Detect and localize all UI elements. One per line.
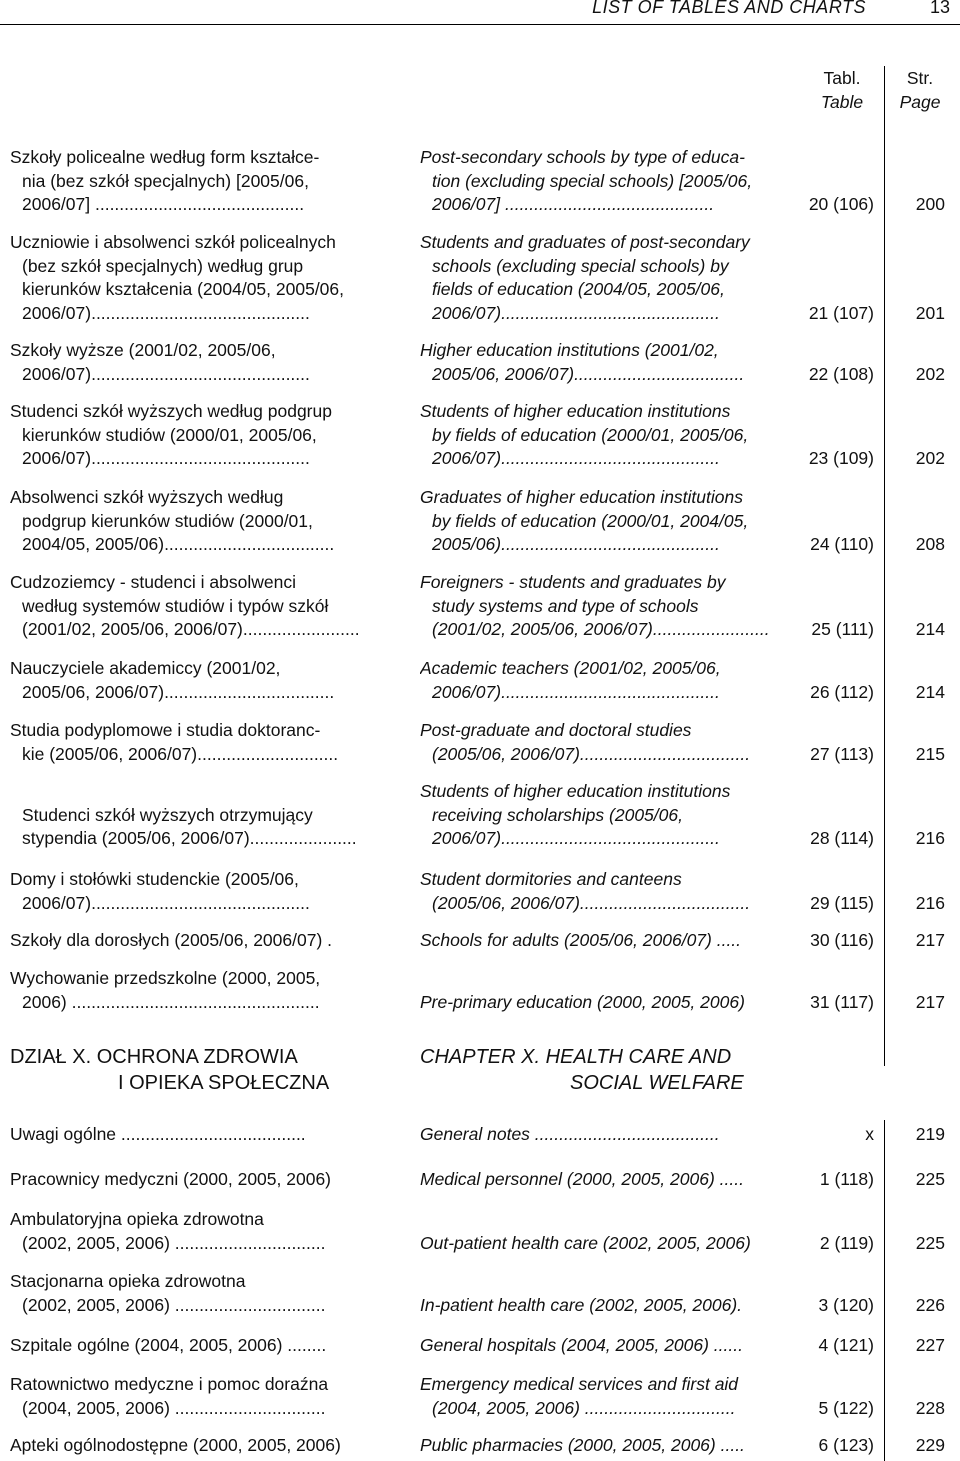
entry-title-en — [420, 868, 798, 915]
entry-title-pl-line: Nauczyciele akademiccy (2001/02, — [10, 658, 281, 678]
column-head-page-en: Page — [899, 92, 941, 112]
entry-title-en-line: Foreigners - students and graduates by — [420, 572, 726, 592]
entry-table-number: 31 (117) — [810, 991, 874, 1012]
chapter-heading-pl — [10, 1044, 400, 1096]
entry-table-number: 4 (121) — [818, 1335, 874, 1355]
entry-title-pl-line: nia (bez szkół specjalnych) [2005/06, — [22, 170, 309, 191]
entry-title-en-line: (2005/06, 2006/07)................................... — [432, 892, 751, 913]
entry-title-en — [420, 1123, 798, 1147]
entry-title-pl — [10, 571, 390, 642]
entry-title-en — [420, 1208, 798, 1255]
entry-title-en-line: schools (excluding special schools) by — [432, 255, 729, 276]
entry-page-number: 214 — [915, 681, 945, 702]
entry-title-pl-line: 2006/07)............................................. — [22, 302, 310, 323]
entry-title-en — [420, 1270, 798, 1317]
entry-title-pl-line: (2001/02, 2005/06, 2006/07)........................ — [22, 619, 360, 639]
chapter-heading-en-line: CHAPTER X. HEALTH CARE AND — [420, 1046, 732, 1068]
entry-title-en-line: Graduates of higher education institutions — [420, 487, 743, 507]
entry-title-pl — [10, 339, 390, 386]
entry-table-number: 29 (115) — [810, 892, 874, 913]
entry-title-pl-line: Ratownictwo medyczne i pomoc doraźna — [10, 1374, 329, 1394]
entry-title-en-line: receiving scholarships (2005/06, — [432, 804, 683, 825]
entry-title-pl-line: Apteki ogólnodostępne (2000, 2005, 2006) — [10, 1435, 341, 1455]
entry-title-en-line: by fields of education (2000/01, 2005/06, — [432, 424, 749, 445]
entry-title-pl-line: Uwagi ogólne ...................................... — [10, 1124, 306, 1144]
entry-title-en-line: Out-patient health care (2002, 2005, 2006) — [420, 1232, 751, 1253]
column-head-page — [886, 66, 954, 114]
entry-title-pl-line: 2006/07)............................................. — [22, 892, 310, 913]
entry-title-en — [420, 719, 798, 766]
entry-page-number: 216 — [915, 892, 945, 913]
entry-title-en-line: 2005/06, 2006/07)................................... — [432, 363, 745, 384]
entry-table-number: 23 (109) — [808, 448, 874, 468]
entry-title-en-line: Students of higher education institutions — [420, 401, 731, 421]
entry-title-pl-line: Szkoły policealne według form kształce- — [10, 147, 320, 167]
entry-table-number: x — [865, 1124, 874, 1144]
entry-table-number: 24 (110) — [810, 534, 874, 554]
entry-title-pl-line: według systemów studiów i typów szkół — [22, 595, 329, 616]
entry-title-en-line: In-patient health care (2002, 2005, 2006). — [420, 1294, 743, 1315]
entry-table-number: 1 (118) — [819, 1169, 874, 1189]
entry-title-pl-line: Domy i stołówki studenckie (2005/06, — [10, 869, 299, 889]
chapter-heading-pl-line: DZIAŁ X. OCHRONA ZDROWIA — [10, 1046, 298, 1068]
entry-title-pl-line: 2006/07)............................................. — [22, 363, 310, 384]
entry-title-pl-line: stypendia (2005/06, 2006/07)...................... — [22, 828, 357, 848]
entry-title-pl-line: 2004/05, 2005/06)................................... — [22, 534, 335, 554]
entry-table-number: 2 (119) — [819, 1232, 874, 1253]
entry-title-en-line: Students of higher education institutions — [420, 781, 731, 801]
entry-table-number: 3 (120) — [818, 1294, 874, 1315]
entry-page-number: 227 — [915, 1335, 945, 1355]
entry-title-en — [420, 1373, 798, 1420]
header-title: LIST OF TABLES AND CHARTS — [592, 0, 866, 17]
entry-title-en-line — [420, 1270, 798, 1294]
entry-table-number: 25 (111) — [811, 619, 874, 639]
entry-title-en-line: 2006/07)............................................. — [432, 681, 720, 702]
entry-title-en-line: 2005/06)............................................. — [432, 534, 720, 554]
entry-title-en — [420, 1168, 798, 1192]
entry-title-en — [420, 571, 798, 642]
entry-title-en-line: Medical personnel (2000, 2005, 2006) ..... — [420, 1169, 744, 1189]
entry-title-pl-line: podgrup kierunków studiów (2000/01, — [22, 510, 313, 531]
column-divider — [884, 66, 885, 1066]
entry-table-number: 27 (113) — [810, 743, 874, 764]
entry-title-en-line: Academic teachers (2001/02, 2005/06, — [420, 658, 721, 678]
entry-table-number: 30 (116) — [810, 930, 874, 950]
entry-title-en-line: by fields of education (2000/01, 2004/05, — [432, 510, 749, 531]
entry-title-en-line: 2006/07)............................................. — [432, 448, 720, 468]
entry-title-pl-line: Szpitale ogólne (2004, 2005, 2006) ........ — [10, 1335, 327, 1355]
chapter-heading-en-line: SOCIAL WELFARE — [570, 1072, 744, 1094]
entry-title-pl-line: Cudzoziemcy - studenci i absolwenci — [10, 572, 296, 592]
entry-title-en-line: (2004, 2005, 2006) ............................... — [432, 1397, 736, 1418]
entry-title-en — [420, 1334, 798, 1358]
entry-title-pl-line: kierunków studiów (2000/01, 2005/06, — [22, 424, 317, 445]
entry-title-pl — [10, 1270, 390, 1317]
header-rule — [0, 24, 960, 25]
entry-title-en-line: Students and graduates of post-secondary — [420, 232, 750, 252]
entry-page-number: 225 — [915, 1232, 945, 1253]
entry-title-pl-line: kie (2005/06, 2006/07)............................. — [22, 743, 339, 764]
entry-title-en-line: Higher education institutions (2001/02, — [420, 340, 719, 360]
entry-title-en-line: Public pharmacies (2000, 2005, 2006) ..... — [420, 1435, 745, 1455]
column-head-table — [808, 66, 876, 114]
entry-title-pl — [10, 719, 390, 766]
entry-title-pl — [10, 1168, 390, 1192]
entry-page-number: 228 — [915, 1397, 945, 1418]
entry-title-pl — [10, 780, 390, 851]
chapter-heading-pl-line: I OPIEKA SPOŁECZNA — [118, 1072, 330, 1094]
entry-title-en-line: General hospitals (2004, 2005, 2006) ...... — [420, 1335, 743, 1355]
entry-title-pl-line: Uczniowie i absolwenci szkół policealnych — [10, 232, 336, 252]
entry-title-en-line: Schools for adults (2005/06, 2006/07) ..... — [420, 930, 742, 950]
entry-title-pl — [10, 231, 390, 325]
entry-title-en — [420, 146, 798, 217]
entry-title-pl — [10, 929, 390, 953]
entry-title-pl-line: Studenci szkół wyższych otrzymujący — [22, 804, 313, 825]
entry-page-number: 208 — [915, 534, 945, 554]
entry-page-number: 226 — [915, 1294, 945, 1315]
entry-title-en-line: study systems and type of schools — [432, 595, 699, 616]
entry-table-number: 21 (107) — [808, 302, 874, 323]
entry-title-en-line: 2006/07)............................................. — [432, 302, 720, 323]
entry-title-pl-line — [10, 780, 390, 804]
entry-page-number: 201 — [915, 302, 945, 323]
entry-title-pl-line: Studenci szkół wyższych według podgrup — [10, 401, 332, 421]
entry-page-number: 202 — [915, 448, 945, 468]
entry-title-pl — [10, 868, 390, 915]
entry-page-number: 202 — [915, 363, 945, 384]
entry-title-pl-line: Ambulatoryjna opieka zdrowotna — [10, 1209, 264, 1229]
entry-title-en — [420, 400, 798, 471]
entry-title-en — [420, 780, 798, 851]
entry-title-en-line: Post-secondary schools by type of educa- — [420, 147, 745, 167]
entry-title-pl — [10, 1334, 390, 1358]
entry-title-en — [420, 339, 798, 386]
entry-table-number: 20 (106) — [808, 194, 874, 214]
entry-page-number: 200 — [915, 194, 945, 214]
entry-title-en-line: 2006/07] ........................................... — [432, 194, 715, 214]
entry-title-pl-line: Stacjonarna opieka zdrowotna — [10, 1271, 246, 1291]
entry-title-en-line: General notes ...................................... — [420, 1124, 720, 1144]
entry-title-pl-line: Studia podyplomowe i studia doktoranc- — [10, 720, 321, 740]
entry-title-en-line — [420, 1208, 798, 1232]
entry-page-number: 229 — [915, 1435, 945, 1455]
entry-title-pl-line: Wychowanie przedszkolne (2000, 2005, — [10, 968, 321, 988]
entry-title-pl — [10, 1208, 390, 1255]
entry-title-en-line: fields of education (2004/05, 2005/06, — [432, 279, 725, 299]
running-header — [0, 0, 960, 22]
column-head-table-en: Table — [820, 92, 864, 112]
entry-title-en-line: Emergency medical services and first aid — [420, 1374, 739, 1394]
entry-title-pl-line: 2006/07] ........................................... — [22, 194, 305, 214]
entry-title-pl-line: (2004, 2005, 2006) ............................... — [22, 1397, 326, 1418]
entry-page-number: 215 — [915, 743, 945, 764]
entry-title-pl-line: 2006) ................................................... — [22, 991, 320, 1012]
entry-title-pl — [10, 400, 390, 471]
entry-title-en — [420, 1434, 798, 1458]
entry-title-pl-line: Szkoły dla dorosłych (2005/06, 2006/07) . — [10, 930, 332, 950]
entry-table-number: 26 (112) — [810, 681, 874, 702]
entry-title-pl — [10, 146, 390, 217]
entry-title-en — [420, 486, 798, 557]
entry-title-pl — [10, 967, 390, 1014]
entry-title-pl — [10, 1123, 390, 1147]
entry-title-pl-line: (2002, 2005, 2006) ............................... — [22, 1294, 326, 1315]
chapter-heading-en — [420, 1044, 840, 1096]
header-page-number: 13 — [929, 0, 950, 17]
entry-title-pl-line: (2002, 2005, 2006) ............................... — [22, 1232, 326, 1253]
entry-title-en-line: 2006/07)............................................. — [432, 828, 720, 848]
entry-title-en-line: tion (excluding special schools) [2005/06, — [432, 170, 753, 191]
entry-title-pl — [10, 657, 390, 704]
entry-page-number: 217 — [915, 991, 945, 1012]
entry-table-number: 28 (114) — [810, 828, 874, 848]
entry-title-pl-line: kierunków kształcenia (2004/05, 2005/06, — [22, 279, 345, 299]
entry-title-en — [420, 231, 798, 325]
entry-title-en-line: Pre-primary education (2000, 2005, 2006) — [420, 991, 745, 1012]
entry-title-en — [420, 967, 798, 1014]
entry-title-en-line: Student dormitories and canteens — [420, 869, 682, 889]
entry-title-en — [420, 929, 798, 953]
entry-title-pl-line: Szkoły wyższe (2001/02, 2005/06, — [10, 340, 276, 360]
entry-title-en-line: (2001/02, 2005/06, 2006/07)........................ — [432, 619, 770, 639]
entry-title-pl-line: (bez szkół specjalnych) według grup — [22, 255, 304, 276]
column-head-table-pl: Tabl. — [823, 68, 861, 88]
entry-page-number: 217 — [915, 930, 945, 950]
entry-table-number: 5 (122) — [818, 1397, 874, 1418]
entry-title-en-line: (2005/06, 2006/07)................................... — [432, 743, 751, 764]
entry-title-pl-line: Pracownicy medyczni (2000, 2005, 2006) — [10, 1169, 332, 1189]
column-head-page-pl: Str. — [906, 68, 934, 88]
entry-title-pl-line: 2005/06, 2006/07)................................... — [22, 681, 335, 702]
entry-page-number: 214 — [915, 619, 945, 639]
entry-page-number: 225 — [915, 1169, 945, 1189]
entry-table-number: 22 (108) — [808, 363, 874, 384]
entry-page-number: 216 — [915, 828, 945, 848]
entry-title-pl-line: Absolwenci szkół wyższych według — [10, 487, 284, 507]
entry-table-number: 6 (123) — [818, 1435, 874, 1455]
column-divider-lower — [884, 1120, 885, 1461]
entry-title-en-line — [420, 967, 798, 991]
entry-title-pl-line: 2006/07)............................................. — [22, 448, 310, 468]
entry-title-pl — [10, 1434, 390, 1458]
entry-title-en — [420, 657, 798, 704]
entry-title-pl — [10, 1373, 390, 1420]
entry-title-en-line: Post-graduate and doctoral studies — [420, 720, 692, 740]
entry-page-number: 219 — [915, 1124, 945, 1144]
entry-title-pl — [10, 486, 390, 557]
